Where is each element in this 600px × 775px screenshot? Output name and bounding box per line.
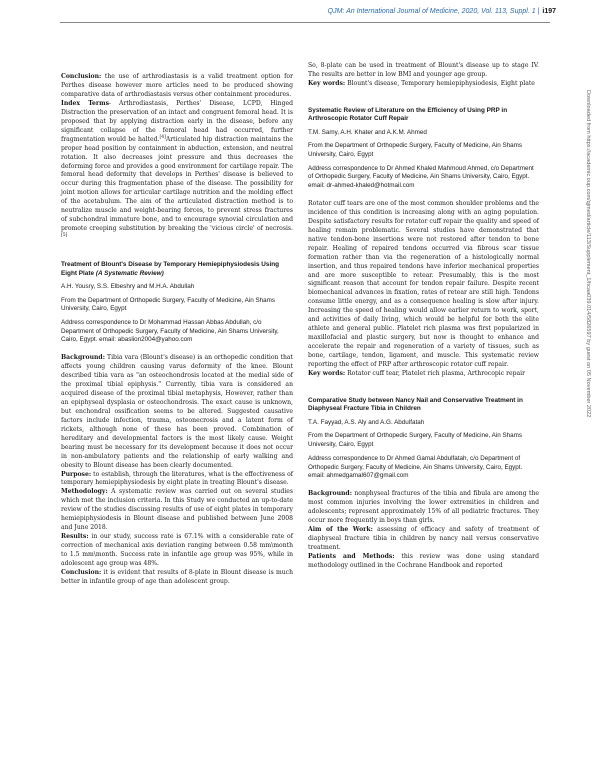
conclusion-text: the use of arthrodiastasis is a valid treatment option for Perthes disease however more articles need to be produced showing comparative data of arthrodiastasis versus other containment procedures. bbox=[61, 73, 293, 98]
download-notice: Downloaded from https://academic.oup.com/qjmed/article/113/Supplement_1/hcaa039.014/5826597 by guest on 05 November 2022 bbox=[585, 90, 591, 418]
citation-ref-5: [5] bbox=[61, 233, 68, 239]
conclusion-blount-paragraph: Conclusion: it is evident that results of 8-plate in Blount disease is much better in infantile group of age than adolescent group. bbox=[61, 569, 293, 585]
aim-paragraph: Aim of the Work: assessing of efficacy and safety of treatment of diaphyseal fracture tibia in children by nancy nail versus conservative treatment. bbox=[308, 525, 540, 551]
purpose-paragraph: Purpose: to establish, through the literatures, what is the effectiveness of temporary hemiepiphysiodesis by eight plate in treating Blount's disease. bbox=[61, 470, 293, 487]
methodology-paragraph: Methodology: A systematic review was carried out on several studies which met the inclusion criteria. In this Study we conducted an up-to-date review of the studies discussing results of use of eight plates in temporary hemiepiphysiodesis in Blount disease and published between June 2008 and June 2018. bbox=[61, 488, 293, 532]
article-title-nancy: Comparative Study between Nancy Nail and Conservative Treatment in Diaphyseal Fracture Tibia in Children bbox=[308, 396, 523, 413]
keywords-blount: Key words: Blount's disease, Temporary hemiepiphysiodesis, Eight plate bbox=[308, 79, 535, 87]
index-terms-label: Index Terms bbox=[61, 99, 110, 107]
index-terms-paragraph bbox=[61, 100, 293, 243]
affiliation-blount: From the Department of Orthopedic Surgery, Faculty of Medicine, Ain Shams University, Cairo, Egypt bbox=[61, 296, 276, 313]
header-rule bbox=[60, 22, 550, 23]
authors-nancy: T.A. Fayyad, A.S. Aly and A.G. Abdulfatah bbox=[308, 418, 425, 426]
background-nancy: Background: nonphyseal fractures of the tibia and fibula are among the most common injuries involving the lower extremities in children and adolescents; represent approximately 15% of all pediatric fractures. They occur more frequently in boys than girls. bbox=[308, 489, 539, 524]
affiliation-prp: From the Department of Orthopedic Surgery, Faculty of Medicine, Ain Shams University, Cairo, Egypt bbox=[308, 142, 523, 159]
right-column bbox=[308, 62, 539, 571]
conclusion-label: Conclusion: bbox=[61, 73, 102, 80]
journal-citation: QJM: An International Journal of Medicine, 2020, Vol. 113, Suppl. 1 bbox=[327, 8, 536, 15]
correspondence-blount: Address correspondence to Dr Mohammad Hassan Abbas Abdullah, c/o Department of Orthopedic Surgery, Faculty of Medicine, Ain Shams University, Cairo, Egypt. email: abaslion2004@yahoo.com bbox=[61, 319, 279, 344]
correspondence-nancy: Address correspondence to Dr Ahmed Gamal Abdulfatah, c/o Department of Orthopedic Surgery, Faculty of Medicine, Ain Shams University, Cairo, Egypt. email: ahmedgamal607@gmail.com bbox=[308, 454, 523, 480]
left-column bbox=[61, 73, 293, 587]
patients-methods-paragraph: Patients and Methods: this review was done using standard methodology outlined in the Cochrane Handbook and reported bbox=[308, 552, 539, 569]
header-separator: | bbox=[537, 8, 540, 15]
article-title-blount: Treatment of Blount's Disease by Temporary Hemiepiphysiodesis Using Eight Plate (A Systematic Review) bbox=[61, 261, 280, 277]
authors-prp: T.M. Samy, A.H. Khater and A.K.M. Ahmed bbox=[308, 128, 427, 136]
article-title-prp: Systematic Review of Literature on the Efficiency of Using PRP in Arthroscopic Rotator Cuff Repair bbox=[308, 106, 508, 123]
authors-blount: A.H. Yousry, S.S. Elbeshry and M.H.A. Abdullah bbox=[61, 282, 195, 290]
background-paragraph: Background: Tibia vara (Blount's disease) is an orthopedic condition that affects young children causing varus deformity of the knee. Blount described tibia vara as "an osteochondrosis located at the medial side of the proximal tibial epiphysis." Currently, tibia vara is considered an acquired disease of the proximal tibial metaphysis, However, rather than an epiphyseal dysplasia or osteochondrosis. The exact cause is unknown, but enchondral ossification seems to be altered. Suggested causative factors include infection, trauma, osteonecrosis and a latent form of rickets, although none of these has been proved. Combination of hereditary and developmental factors is the most likely cause. Weight bearing must be necessary for its development because it does not occur in non-ambulatory patients and the relationship of early walking and obesity to Blount disease has been clearly documented. bbox=[61, 354, 293, 469]
conclusion-paragraph bbox=[61, 73, 293, 100]
continued-paragraph: So, 8-plate can be used in treatment of Blount's disease up to stage IV. The results are better in low BMI and younger age group. bbox=[308, 62, 539, 78]
citation-ref-4: [4] bbox=[159, 134, 166, 140]
affiliation-nancy: From the Department of Orthopedic Surgery, Faculty of Medicine, Ain Shams University, Cairo, Egypt bbox=[308, 432, 523, 449]
running-header bbox=[328, 8, 556, 15]
prp-body: Rotator cuff tears are one of the most common shoulder problems and the incidence of this condition is increasing along with an aging population. Despite satisfactory results for rotator cuff repair the quality and speed of healing remain problematic. Several studies have demonstrated that native tendon-bone insertions were not restored after tendon to bone repair. Healing of repaired tendons occurred via fibrous scar tissue formation rather than via the regeneration of a histologically normal insertion, and thus repaired tendons have inferior mechanical properties and are more susceptible to retear. Presumably, this is the most significant reason that account for tendon repair failure. Despite recent biomechanical advances in fixation, rates of retear are still high. Tendons consume little energy, and as a consequence healing is slow after injury. Increasing the speed of healing would allow earlier return to work, sport, and activities of daily living, which would be helpful for both the elite athlete and general public. Platelet rich plasma was first popularized in maxillofacial and plastic surgery, but now is thought to enhance and accelerate the repair and regeneration of a variety of tissues, such as bone, cartilage, tendon, ligament, and muscle. This systematic review reporting the effect of PRP after arthroscopic rotator cuff repair. bbox=[308, 199, 539, 369]
results-paragraph: Results: in our study, success rate is 67.1% with a considerable rate of correction of mechanical axis deviation ranging between 0.58 mm\month to 1.5 mm\month. Success rate in infantile age group was 95%, while in adolescent age group was 48%. bbox=[61, 533, 293, 568]
correspondence-prp: Address correspondence to Dr Ahmed Khaled Mahmoud Ahmed, c/o Department of Orthopedic Surgery, Faculty of Medicine, Ain Shams University, Cairo, Egypt. email: dr-ahmed-khaled@hotmail.com bbox=[308, 164, 534, 190]
page-number: i197 bbox=[542, 8, 556, 15]
download-watermark bbox=[583, 90, 591, 700]
keywords-prp: Key words: Rotator cuff tear, Platelet rich plasma, Arthrocopic repair bbox=[308, 370, 525, 377]
index-terms-text-a: - Arthrodiastasis, Perthes' Disease, LCPD, Hinged Distraction the preservation of an intact and congruent femoral head. It is proposed that by applying distraction early in the disease, before any significant collapse of the femoral head had occurred, further fragmentation would be halted. bbox=[61, 99, 294, 143]
article-title-italic: (A Systematic Review) bbox=[95, 269, 164, 277]
index-terms-text-b: Articulated hip distraction maintains the proper head position by containment in abduction, extension, and neutral rotation. It also decreases joint pressure and thus decreases the deforming force and provides a good environment for cartilage repair. The femoral head deformity that develops in Perthes' disease is believed to occur during this fragmentation phase of the disease. The possibility for joint motion allows for articular cartilage nutrition and the molding effect of the acetabulum. The aim of the articulated distraction method is to neutralize muscle and weight-bearing forces, to prevent stress fractures of subchondral immature bone, and to encourage synovial circulation and promote creeping substitution by breaking the 'vicious circle' of necrosis. bbox=[61, 135, 293, 233]
